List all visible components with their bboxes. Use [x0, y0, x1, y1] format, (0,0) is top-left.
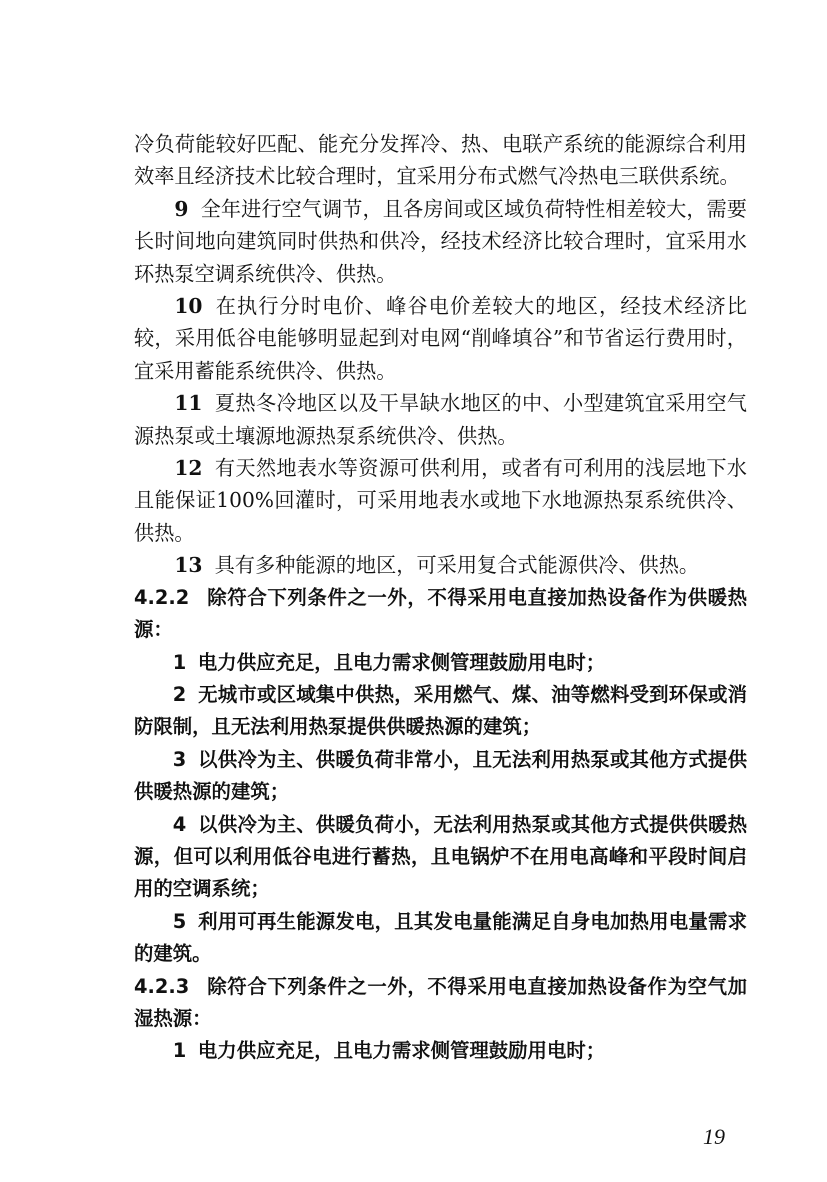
clause-item-12	[134, 452, 747, 549]
item-text: 利用可再生能源发电，且其发电量能满足自身电加热用电量需求的建筑。	[134, 909, 747, 966]
section-4-2-2-item-1	[134, 647, 747, 679]
section-4-2-2-heading	[134, 582, 747, 647]
item-text: 电力供应充足，且电力需求侧管理鼓励用电时；	[197, 1039, 606, 1063]
item-text: 电力供应充足，且电力需求侧管理鼓励用电时；	[197, 650, 606, 674]
clause-text: 在执行分时电价、峰谷电价差较大的地区，经技术经济比较，采用低谷电能够明显起到对电网“削峰填谷”和节省运行费用时，宜采用蓄能系统供冷、供热。	[134, 294, 747, 383]
section-number: 4.2.3	[134, 974, 190, 998]
clause-text: 具有多种能源的地区，可采用复合式能源供冷、供热。	[214, 553, 700, 578]
clause-text: 夏热冬冷地区以及干旱缺水地区的中、小型建筑宜采用空气源热泵或土壤源地源热泵系统供冷、供热。	[134, 391, 747, 448]
clause-number: 10	[174, 294, 203, 319]
clause-number: 9	[174, 196, 189, 221]
clause-number: 12	[174, 456, 203, 481]
item-number: 1	[172, 1039, 187, 1063]
item-text: 以供冷为主、供暖负荷小，无法利用热泵或其他方式提供供暖热源，但可以利用低谷电进行蓄热，且电锅炉不在用电高峰和平段时间启用的空调系统；	[134, 812, 747, 901]
section-4-2-3-item-1	[134, 1035, 747, 1067]
paragraph-continuation	[134, 128, 747, 193]
clause-item-11	[134, 387, 747, 452]
document-body	[134, 128, 747, 1068]
section-text: 除符合下列条件之一外，不得采用电直接加热设备作为供暖热源：	[134, 585, 747, 642]
section-number: 4.2.2	[134, 585, 190, 609]
page-number: 19	[703, 1124, 725, 1149]
section-4-2-3-heading	[134, 971, 747, 1036]
section-text: 除符合下列条件之一外，不得采用电直接加热设备作为空气加湿热源：	[134, 974, 747, 1030]
section-4-2-2-item-2	[134, 679, 747, 744]
item-number: 1	[172, 650, 187, 674]
clause-item-9	[134, 193, 747, 290]
item-number: 3	[172, 747, 187, 771]
section-4-2-2-item-5	[134, 906, 747, 971]
clause-item-13	[134, 549, 747, 581]
clause-item-10	[134, 290, 747, 387]
section-4-2-2-item-3	[134, 744, 747, 809]
item-number: 4	[172, 812, 187, 836]
paragraph-text: 冷负荷能较好匹配、能充分发挥冷、热、电联产系统的能源综合利用效率且经济技术比较合理时，宜采用分布式燃气冷热电三联供系统。	[134, 132, 747, 189]
clause-number: 13	[174, 553, 203, 578]
item-text: 无城市或区域集中供热，采用燃气、煤、油等燃料受到环保或消防限制，且无法利用热泵提供供暖热源的建筑；	[134, 682, 747, 739]
item-number: 5	[172, 909, 187, 933]
clause-text: 有天然地表水等资源可供利用，或者有可利用的浅层地下水且能保证100%回灌时，可采用地表水或地下水地源热泵系统供冷、供热。	[134, 456, 747, 545]
item-number: 2	[172, 682, 187, 706]
item-text: 以供冷为主、供暖负荷非常小，且无法利用热泵或其他方式提供供暖热源的建筑；	[134, 747, 747, 804]
section-4-2-2-item-4	[134, 809, 747, 906]
clause-text: 全年进行空气调节，且各房间或区域负荷特性相差较大，需要长时间地向建筑同时供热和供冷，经技术经济比较合理时，宜采用水环热泵空调系统供冷、供热。	[134, 196, 747, 286]
clause-number: 11	[174, 391, 203, 416]
